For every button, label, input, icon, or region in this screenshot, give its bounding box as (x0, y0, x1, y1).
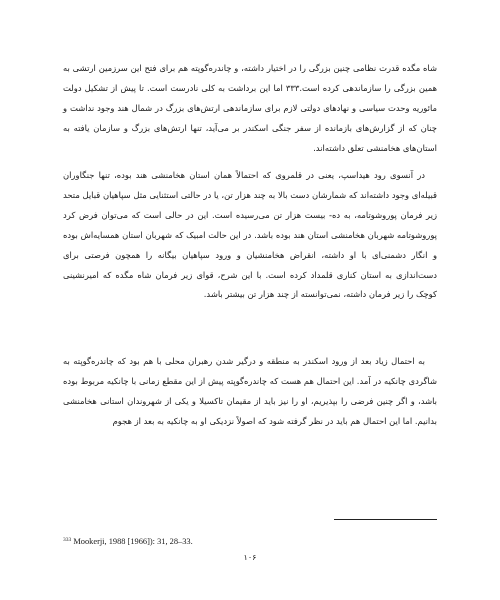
footnote (63, 537, 193, 546)
paragraph-2: در آنسوی رود هیداسپ، یعنی در قلمروی که احتمالاً همان استان هخامنشی هند بوده، تنها جنگاوران قبیله‌ای وجود داشته‌اند که شمارشان دست بالا به چند هزار تن، یا در حالتی استثنایی مثل سپاهیان قبایل متحد زیر فرمان پوروشوتامه، به ده- بیست هزار تن می‌رسیده است. این در حالی است که می‌توان فرض کرد پوروشوتامه شهربان هخامنشی استان هند بوده باشد. در این حالت امبیک که شهربان استان همسایه‌اش بوده و انگار دشمنی‌ای با او داشته، انقراض هخامنشیان و ورود سپاهیان بیگانه را همچون فرصتی برای دست‌اندازی به استان کناری قلمداد کرده است. با این شرح، قوای زیر فرمان شاه مگده که امیرنشینی کوچک را زیر فرمان داشته، نمی‌توانسته از چند هزار تن بیشتر باشد. (63, 170, 437, 300)
paragraph-3: به احتمال زیاد بعد از ورود اسکندر به منطقه و درگیر شدن رهبران محلی با هم بود که چاندره‌گوپته به شاگردی چانکیه در آمد. این احتمال هم هست که چاندره‌گوپته پیش از این مقطع زمانی با چانکیه مربوط بوده باشد، و اگر چنین فرضی را بپذیریم، او را نیز باید از مقیمان تاکسیلا و یکی از شهروندان استانی هخامنشی بدانیم. اما این احتمال هم باید در نظر گرفته شود که اصولاً نزدیکی او به چانکیه به بعد از هجوم (63, 356, 437, 426)
page-number: ۱۰۶ (243, 553, 257, 562)
paragraph-1: شاه مگده قدرت نظامی چنین بزرگی را در اختیار داشته، و چاندره‌گوپته هم برای فتح این سرزمین ارتشی به همین بزرگی را سازماندهی کرده است.۳۳۳ اما این برداشت به کلی نادرست است. تا پیش از تشکیل دولت مائوریه وحدت سیاسی و نهادهای دولتی لازم برای سازماندهی ارتش‌های بزرگ در شمال هند وجود نداشت و چنان که از گزارش‌های بازمانده از سفر جنگی اسکندر بر می‌آید، تنها ارتش‌های بزرگ و سازمان یافته به استان‌های هخامنشی تعلق داشته‌اند. (63, 63, 437, 153)
footnote-number: 333 (63, 537, 72, 543)
footnote-divider (334, 519, 437, 520)
footnote-text: Mookerji, 1988 [1966]): 31, 28–33. (73, 537, 193, 546)
